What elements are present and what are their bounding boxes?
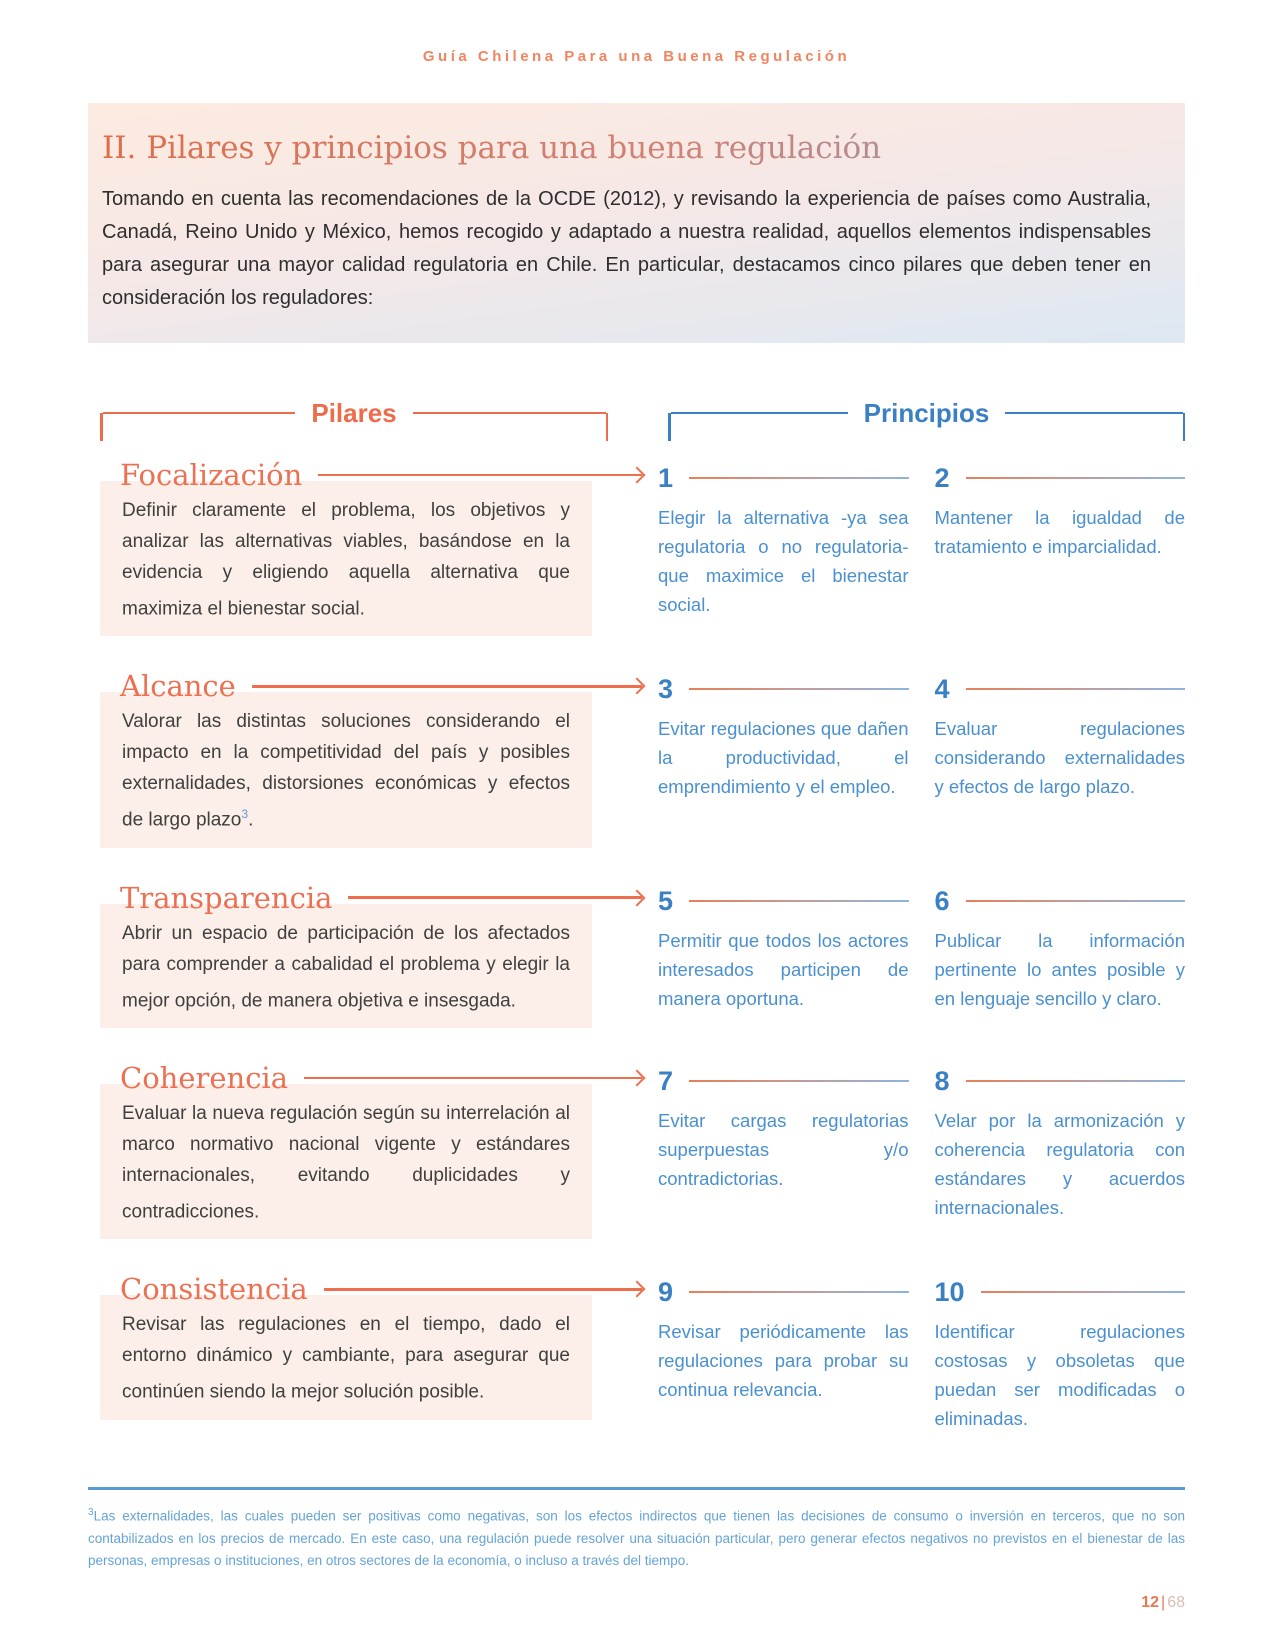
principle-number-row [935,1064,1186,1098]
principle-text: Mantener la igualdad de tratamiento e imparcialidad. [934,507,1185,557]
gradient-divider [966,688,1185,690]
principle-number-row [658,1275,909,1309]
pillar-title: Consistencia [120,1272,308,1307]
row-alcance [100,669,1185,847]
principle-number: 3 [658,674,674,705]
arrow-right-icon [252,685,642,688]
page-number-total: 68 [1167,1593,1185,1611]
principle-number: 6 [934,885,950,916]
pillars-bracket [100,389,608,437]
pillar-column [100,1272,592,1433]
principle-number-row [658,672,909,706]
arrow-right-icon [324,1288,642,1291]
principle-item [935,672,1186,847]
footnote-text: Las externalidades, las cuales pueden ser positivas como negativas, son los efectos indirectos que tienen las decisiones de consumo o inversión en terceros, que no son contabilizados en los precios de mercado. En este caso, una regulación puede resolver una situación particular, pero generar efectos negativos no previstos en el bienestar de las personas, empresas o instituciones, en otros sectores de la economía, o incluso a través del tiempo. [88,1508,1185,1568]
page-number-separator: | [1161,1593,1166,1611]
principle-text: Revisar periódicamente las regulaciones para probar su continua relevancia. [658,1321,909,1401]
pillar-title: Transparencia [120,880,333,915]
principle-number: 9 [658,1277,674,1308]
pillar-block [100,458,592,636]
footnote-marker: 3 [88,1507,94,1519]
principles-label: Principios [863,398,990,428]
pillar-description-text: Valorar las distintas soluciones considerando el impacto en la competitividad del país y posibles externalidades, distorsiones económicas y efectos de largo plazo [122,711,570,831]
pillar-title-row [120,667,642,705]
bracket-line [413,412,606,415]
pillar-column [100,458,592,636]
pillars-principles-grid [100,458,1185,1433]
principles-bracket [668,389,1185,437]
principles-pair [658,884,1185,1028]
column-headers [100,389,1185,437]
row-focalizacion [100,458,1185,636]
principle-number: 4 [934,674,950,705]
principle-item [658,1064,909,1239]
principle-item [935,461,1186,636]
gradient-divider [981,1291,1185,1293]
running-header: Guía Chilena Para una Buena Regulación [422,48,851,65]
pillar-title: Coherencia [120,1060,288,1095]
principle-text: Publicar la información pertinente lo antes posible y en lenguaje sencillo y claro. [934,929,1185,1009]
bracket-line [671,412,848,415]
pillar-title-row [120,1059,642,1097]
pillar-block [100,880,592,1028]
principle-item [935,1064,1186,1239]
pillar-description-suffix: . [248,809,254,831]
pillar-title: Focalización [120,458,303,492]
section-title: II. Pilares y principios para una buena regulación [102,129,1151,167]
bracket-corner-left [100,413,103,441]
principle-item [658,884,909,1028]
principle-number-row [935,884,1186,918]
footnote-ref: 3 [241,807,249,822]
row-transparencia [100,880,1185,1028]
pillar-block [100,1060,592,1239]
row-coherencia [100,1060,1185,1239]
principle-item [658,461,909,636]
principle-number-row [935,461,1186,495]
bracket-line [103,412,296,415]
principles-pair [658,1275,1185,1433]
bracket-corner-left [668,413,671,441]
principle-item [658,672,909,847]
pillars-label: Pilares [311,398,397,428]
arrow-right-icon [318,474,642,477]
principle-number: 8 [934,1065,950,1096]
pillar-description-text: Revisar las regulaciones en el tiempo, dado el entorno dinámico y cambiante, para asegurar que continúen siendo la mejor solución posible. [122,1314,570,1403]
principle-item [935,1275,1186,1433]
bracket-corner-right [606,413,609,441]
principle-number-row [935,1275,1186,1309]
principle-text: Evitar regulaciones que dañen la productividad, el emprendimiento y el empleo. [658,718,909,798]
row-consistencia [100,1272,1185,1433]
pillar-block [100,669,592,847]
pillar-block [100,1272,592,1419]
bracket-corner-right [1183,413,1186,441]
pillar-description [122,1098,570,1227]
pillar-description [122,1309,570,1407]
principle-item [658,1275,909,1433]
principle-number: 7 [658,1065,674,1096]
principle-number: 2 [934,463,950,493]
principles-pair [658,1064,1185,1239]
pillar-description-text: Evaluar la nueva regulación según su interrelación al marco normativo nacional vigente y estándares internacionales, evitando duplicidades y contradicciones. [122,1102,570,1223]
pillar-description [122,495,570,624]
gradient-divider [689,477,908,479]
document-page [88,0,1185,1612]
gradient-divider [689,1291,908,1293]
bracket-line [1005,412,1182,415]
page-number [88,1594,1185,1612]
pillar-title-row [120,1270,642,1308]
principle-text: Velar por la armonización y coherencia regulatoria con estándares y acuerdos internacionales. [934,1109,1185,1218]
intro-paragraph: Tomando en cuenta las recomendaciones de la OCDE (2012), y revisando la experiencia de países como Australia, Canadá, Reino Unido y México, hemos recogido y adaptado a nuestra realidad, aquellos elementos indispensables para asegurar una mayor calidad regulatoria en Chile. En particular, destacamos cinco pilares que deben tener en consideración los reguladores: [102,188,1151,309]
pillar-description-text: Abrir un espacio de participación de los afectados para comprender a cabalidad el problema y elegir la mejor opción, de manera objetiva e insesgada. [122,922,570,1011]
principle-number: 5 [658,885,674,916]
gradient-divider [966,477,1185,479]
principle-text: Evaluar regulaciones considerando externalidades y efectos de largo plazo. [934,718,1185,798]
principle-number: 1 [658,463,674,493]
gradient-divider [689,688,908,690]
gradient-divider [966,900,1185,902]
footnote-separator [88,1487,1185,1490]
pillar-description [122,918,570,1016]
pillar-column [100,880,592,1028]
footnote [88,1502,1185,1572]
principle-number: 10 [934,1277,965,1308]
principle-text: Permitir que todos los actores interesados participen de manera oportuna. [658,929,909,1009]
pillar-column [100,1060,592,1239]
principle-number-row [658,884,909,918]
gradient-divider [966,1080,1185,1082]
principle-text: Identificar regulaciones costosas y obsoletas que puedan ser modificadas o eliminadas. [934,1321,1185,1430]
page-number-current: 12 [1141,1593,1160,1611]
pillar-column [100,669,592,847]
principle-text: Evitar cargas regulatorias superpuestas y/o contradictorias. [658,1109,909,1189]
arrow-right-icon [348,896,642,899]
spacer [608,389,668,437]
pillar-title: Alcance [120,669,236,704]
principles-pair [658,672,1185,847]
gradient-divider [689,900,908,902]
principle-text: Elegir la alternativa -ya sea regulatoria o no regulatoria- que maximice el bienestar social. [658,507,909,615]
principle-item [935,884,1186,1028]
pillar-description [122,706,570,835]
pillar-title-row [120,879,642,917]
gradient-divider [689,1080,908,1082]
principles-pair [658,461,1185,636]
pillar-description-text: Definir claramente el problema, los objetivos y analizar las alternativas viables, basándose en la evidencia y eligiendo aquella alternativa que maximiza el bienestar social. [122,500,570,620]
principle-number-row [935,672,1186,706]
arrow-right-icon [304,1077,642,1080]
principle-number-row [658,1064,909,1098]
section-title-block [88,103,1185,343]
principle-number-row [658,461,909,495]
pillar-title-row [120,456,642,494]
